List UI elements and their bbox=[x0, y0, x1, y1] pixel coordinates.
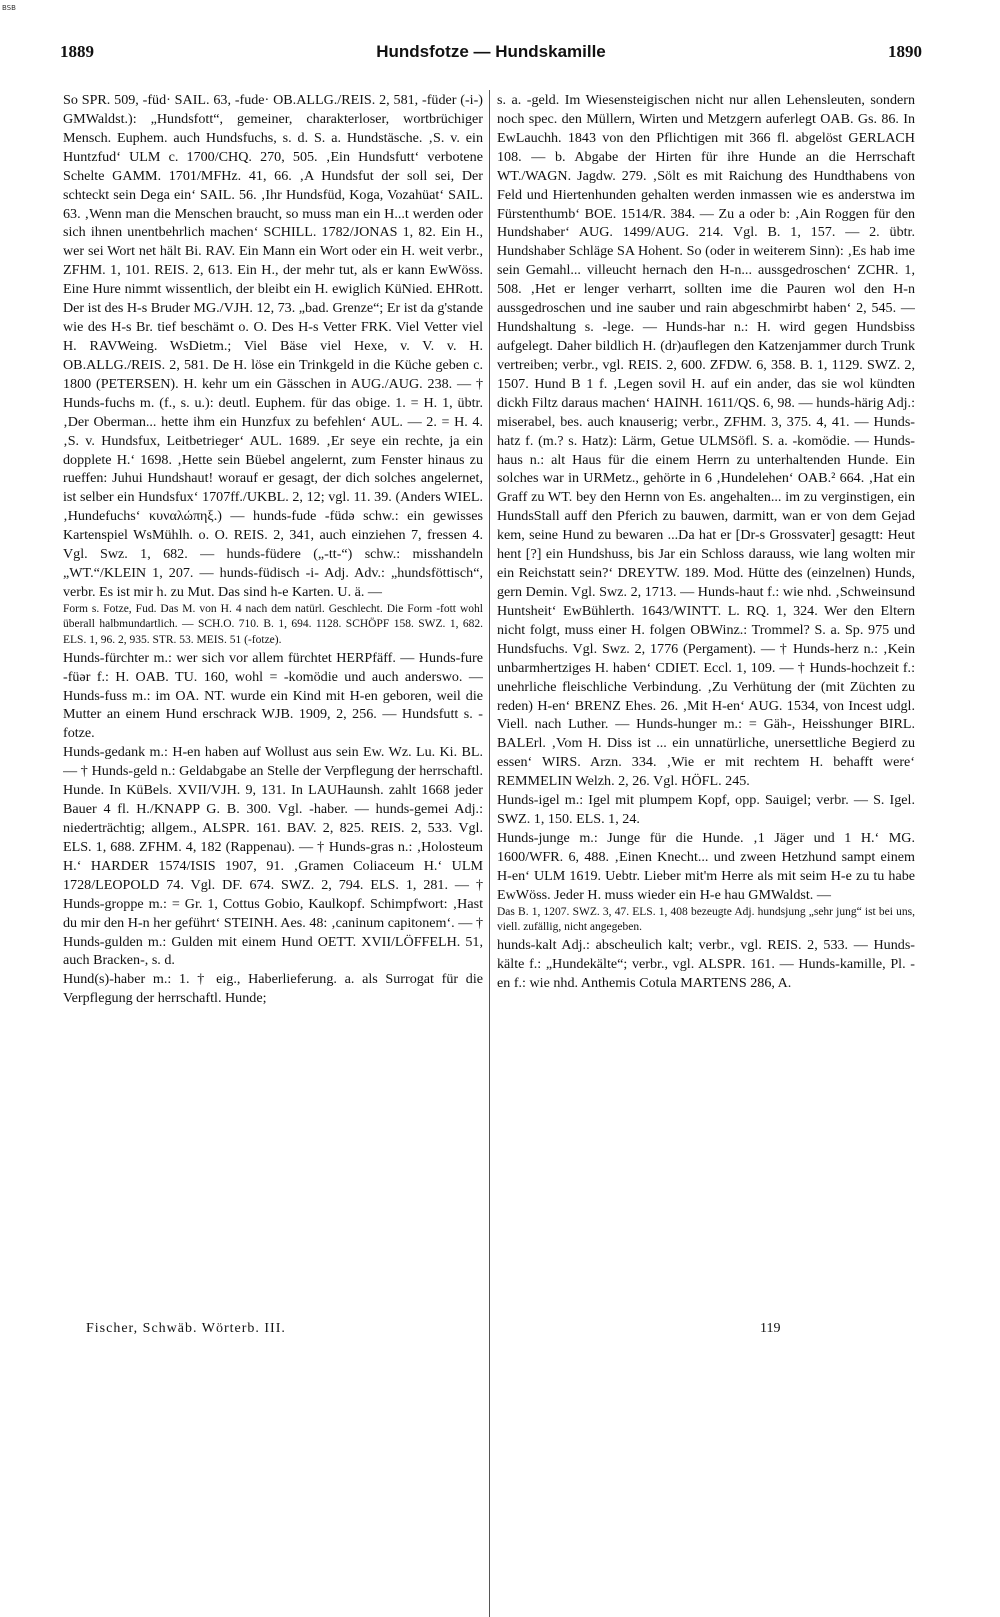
footer-source: Fischer, Schwäb. Wörterb. III. bbox=[86, 1321, 286, 1336]
column-divider bbox=[489, 90, 490, 1617]
entry-hunds-fuerchter: Hunds-fürchter m.: wer sich vor allem fürchtet HERPfäff. — Hunds-fure -füər f.: H. OAB. TU. 160, wohl = -komödie und auch anderswo. — Hunds-fuss m.: im OA. NT. wurde ein Kind mit H-en geboren, weil die Mutter an einem Hund erschrack WJB. 1909, 2, 256. — Hundsfutt s. -fotze. bbox=[63, 649, 483, 742]
hundsjung-note: Das B. 1, 1207. SWZ. 3, 47. ELS. 1, 408 bezeugte Adj. hundsjung „sehr jung“ ist bei uns, viell. zufällig, nicht angegeben. bbox=[497, 905, 915, 934]
entry-hundsfott-text: So SPR. 509, -füd· SAIL. 63, -fude· OB.ALLG./REIS. 2, 581, -füder (-i-) GMWaldst.): „Hundsfott“, gemeiner, charakterloser, wortbrüchiger Mensch. Euphem. auch Hundsfuchs, s. d. S. a. Hundstäsche. ‚S. v. ein Huntzfud‘ ULM c. 1700/CHQ. 270, 505. ‚Ein Hundsfutt‘ verbotene Schelte GAMM. 1701/MFHz. 41, 66. ‚A Hundsfut der soll sei, Der schteckt sein Dega ein‘ SAIL. 56. ‚Ihr Hundsfüd, Koga, Vozahüat‘ SAIL. 63. ‚Wenn man die Menschen braucht, so muss man ein H...t werden oder sich ihnen unentbehrlich machen‘ SCHILL. 1782/JONAS 1, 82. Ein H., wer sei Wort net hält Bi. RAV. Ein Mann ein Wort oder ein H. weit verbr., ZFHM. 1, 101. REIS. 2, 613. Ein H., der mehr tut, als er kann EwWöss. Eine Hure nimmt wissentlich, der bleibt ein H. ewiglich KüNied. EHRott. Der ist des H-s Bruder MG./VJH. 12, 73. „bad. Grenze“; Er ist da g'stande wie des H-s Br. tief beschämt o. O. Des H-s Vetter FRK. Viel Vetter viel H. RAVWeing. WsDietm.; Viel Bäse viel Hexe, v. V. v. H. OB.ALLG./REIS. 2, 581. De H. löse ein Trinkgeld in die Küche geben c. 1800 (PETERSEN). H. kehr um ein Gässchen in AUG./AUG. 238. — † Hunds-fuchs m. (f., s. u.): deutl. Euphem. für das obige. 1. = H. 1, übtr. ‚Der Oberman... hette ihm ein Hunzfux zu befehlen‘ AUL. — 2. = H. 4. ‚S. v. Hundsfux, Leitbetrieger‘ AUL. 1689. ‚Er seye ein rechte, ja ein dopplete H.‘ 1698. ‚Hette sein Büebel angelernt, zum Fenster hinaus zu rueffen: Juhui Hundshaut! worauf er gesagt, der dich solches angelernet, ist selber ein Hundsfux‘ 1707ff./UKBL. 2, 12; vgl. 11. 39. (Anders WIEL. ‚Hundefuchs‘ κυναλώπηξ.) — hunds-fude -füdə schw.: ein gewisses Kartenspiel WsMühlh. o. O. REIS. 2, 341, auch einziehen 7, fressen 4. Vgl. Swz. 1, 682. — hunds-füdere („-tt-“) schw.: misshandeln „WT.“/KLEIN 1, 207. — hunds-füdisch -i- Adj. Adv.: „hundsföttisch“, verbr. Es ist mir h. zu Mut. Das sind h-e Karten. U. ä. — bbox=[63, 92, 483, 600]
page-number-right: 1890 bbox=[888, 42, 922, 61]
etymology-note: Form s. Fotze, Fud. Das M. von H. 4 nach dem natürl. Geschlecht. Die Form -fott wohl überall halbmundartlich. — SCH.O. 710. B. 1, 694. 1128. SCHÖPF 158. SWZ. 1, 682. ELS. 1, 96. 2, 935. STR. 53. MEIS. 51 (-fotze). bbox=[63, 602, 483, 647]
entry-hunds-haber-cont: s. a. -geld. Im Wiesensteigischen nicht nur allen Lehensleuten, sondern noch spec. den Müllern, Wirten und Metzgern auferlegt OAB. Gs. 86. In EwLauchh. 1843 von den Pflichtigen mit 366 fl. abgelöst GERLACH 108. — b. Abgabe der Hirten für ihre Hunde an die Herrschaft WT./WAGN. Jagdw. 279. ‚Sölt es mit Raichung des Hundthabens von Feld und Hiertenhunden gehalten werden inmassen wie es anderstwa im Fürstenthumb‘ BOE. 1514/R. 384. — Zu a oder b: ‚Ain Roggen für den Hundshaber‘ AUG. 1499/AUG. 214. Vgl. B. 1, 157. — 2. übtr. Hundshaber Schläge SA Hohent. So (oder in weiterem Sinn): ‚Es hab ime sein Gemahl... villeucht hernach den H-n... aussgedroschen‘ ZCHR. 1, 508. ‚Het er lenger verharrt, sollten ime die Pauren wol den H-n aussgedroschen und ine sauber und rain abgeschmirbt haben‘ 2, 545. — Hundshaltung s. -lege. — Hunds-har n.: H. wird gegen Hundsbiss aufgelegt. Daher bildlich H. (dr)auflegen den Katzenjammer durch Trunk vertreiben; verbr., vgl. REIS. 2, 600. ZFDW. 6, 358. B. 1, 1129. SWZ. 2, 1507. Hund B 1 f. ‚Legen sovil H. auf ein ander, das sie wol kündten dickh Filtz daraus machen‘ HAINH. 1611/QS. 6, 98. — hunds-härig Adj.: miserabel, bes. auch knauserig; verbr., ZFHM. 3, 375. 4, 41. — Hunds-hatz f. (m.? s. Hatz): Lärm, Getue ULMSöfl. S. a. -komödie. — Hunds-haus n.: alt Haus für die einem Herrn zu unterhaltenden Hunde. Ein solches war in URMetz., gehörte in 6 ‚Hundelehen‘ OAB.² 664. ‚Hat ein Graff zu WT. bey den Hernn von Es. angehalten... im zu verginstigen, ein HundsStall auff den Pferich zu bauwen, darmitt, wan er von dem Gejad kem, seine Hund zu bewaren ...Da hat er [Dr-s Grossvater] gesagtt: Heut hent [?] ein Hundshuss, bis Jar ein Schloss darauss, wie lang wolten mir ein Reichstatt sein?‘ DREYTW. 189. Mod. Hütte des (einzelnen) Hunds, gern Demin. Vgl. Swz. 2, 1713. — Hunds-haut f.: wie nhd. ‚Schweinsund Huntsheit‘ EwBühlerth. 1643/WINTT. L. RQ. 1, 324. Wer den Eltern nicht folgt, muss einer H. folgen OBWinz.: Trommel? S. a. Sp. 975 und Hundsfuchs. Vgl. Swz. 2, 1776 (Pergament). — † Hunds-herz n.: ‚Kein unbarmhertziges H. haben‘ CDIET. Eccl. 1, 109. — † Hunds-hochzeit f.: unehrliche fleischliche Verbindung. ‚Zu Verhütung der (mit Züchten zu reden) H-en‘ BRENZ Ehes. 26. ‚Mit H-en‘ AUG. 1534, von Incest udgl. Viell. nach Luther. — Hunds-hunger m.: = Gäh-, Heisshunger BIRL. BALErl. ‚Vom H. Diss ist ... ein unnatürliche, unersettliche Begierd zu essen‘ WIRS. Arzn. 334. ‚Wie er mit rechtem H. behafft were‘ REMMELIN Welzh. 2, 26. Vgl. HÖFL. 245. bbox=[497, 92, 915, 790]
entry-hunds-haber: Hund(s)-haber m.: 1. † eig., Haberlieferung. a. als Surrogat für die Verpflegung der herrschaftl. Hunde; bbox=[63, 971, 483, 1007]
page-header bbox=[60, 42, 922, 66]
entry-hunds-gedank: Hunds-gedank m.: H-en haben auf Wollust aus sein Ew. Wz. Lu. Ki. BL. — † Hunds-geld n.: Geldabgabe an Stelle der Verpflegung der herrschaftl. Hunde. In KüBels. XVII/VJH. 9, 131. In LAUHaunsh. zahlt 1668 jeder Bauer 4 fl. H./KNAPP G. B. 300. Vgl. -haber. — hunds-gemei Adj.: niederträchtig; allgem., ALSPR. 161. BAV. 2, 825. REIS. 2, 533. Vgl. ELS. 1, 688. ZFHM. 4, 182 (Rappenau). — † Hunds-gras n.: ‚Holosteum H.‘ HARDER 1574/ISIS 1907, 91. ‚Gramen Coliaceum H.‘ ULM 1728/LEOPOLD 74. Vgl. DF. 674. SWZ. 2, 794. ELS. 1, 281. — † Hunds-groppe m.: = Gr. 1, Cottus Gobio, Kaulkopf. Schimpfwort: ‚Hast du mir den H-n her geführt‘ STEINH. Aes. 48: ‚caninum capitonem‘. — † Hunds-gulden m.: Gulden mit einem Hund OETT. XVII/LÖFFELH. 51, auch Bracken-, s. d. bbox=[63, 744, 483, 969]
entry-hunds-igel: Hunds-igel m.: Igel mit plumpem Kopf, opp. Sauigel; verbr. — S. Igel. SWZ. 1, 150. ELS. 1, 24. bbox=[497, 792, 915, 828]
entry-hunds-junge: Hunds-junge m.: Junge für die Hunde. ‚1 Jäger und 1 H.‘ MG. 1600/WFR. 6, 488. ‚Einen Knecht... und zween Hetzhund sampt einem H-en‘ ULM 1619. Uebtr. Lieber mit'm Herre als mit seim H-e zu tu habe EwWöss. Jeder H. muss wieder ein H-e hau GMWaldst. — bbox=[497, 829, 915, 903]
right-column bbox=[497, 91, 915, 1313]
footer-page-number: 119 bbox=[760, 1321, 781, 1336]
left-column bbox=[63, 91, 483, 1313]
page-number-left: 1889 bbox=[60, 42, 94, 61]
page-title: Hundsfotze — Hundskamille bbox=[376, 42, 606, 61]
library-stamp: BSB bbox=[2, 4, 16, 12]
entry-hunds-kalt: hunds-kalt Adj.: abscheulich kalt; verbr., vgl. REIS. 2, 533. — Hunds-kälte f.: „Hundekälte“; verbr., vgl. ALSPR. 161. — Hunds-kamille, Pl. -en f.: wie nhd. Anthemis Cotula MARTENS 286, A. bbox=[497, 936, 915, 991]
